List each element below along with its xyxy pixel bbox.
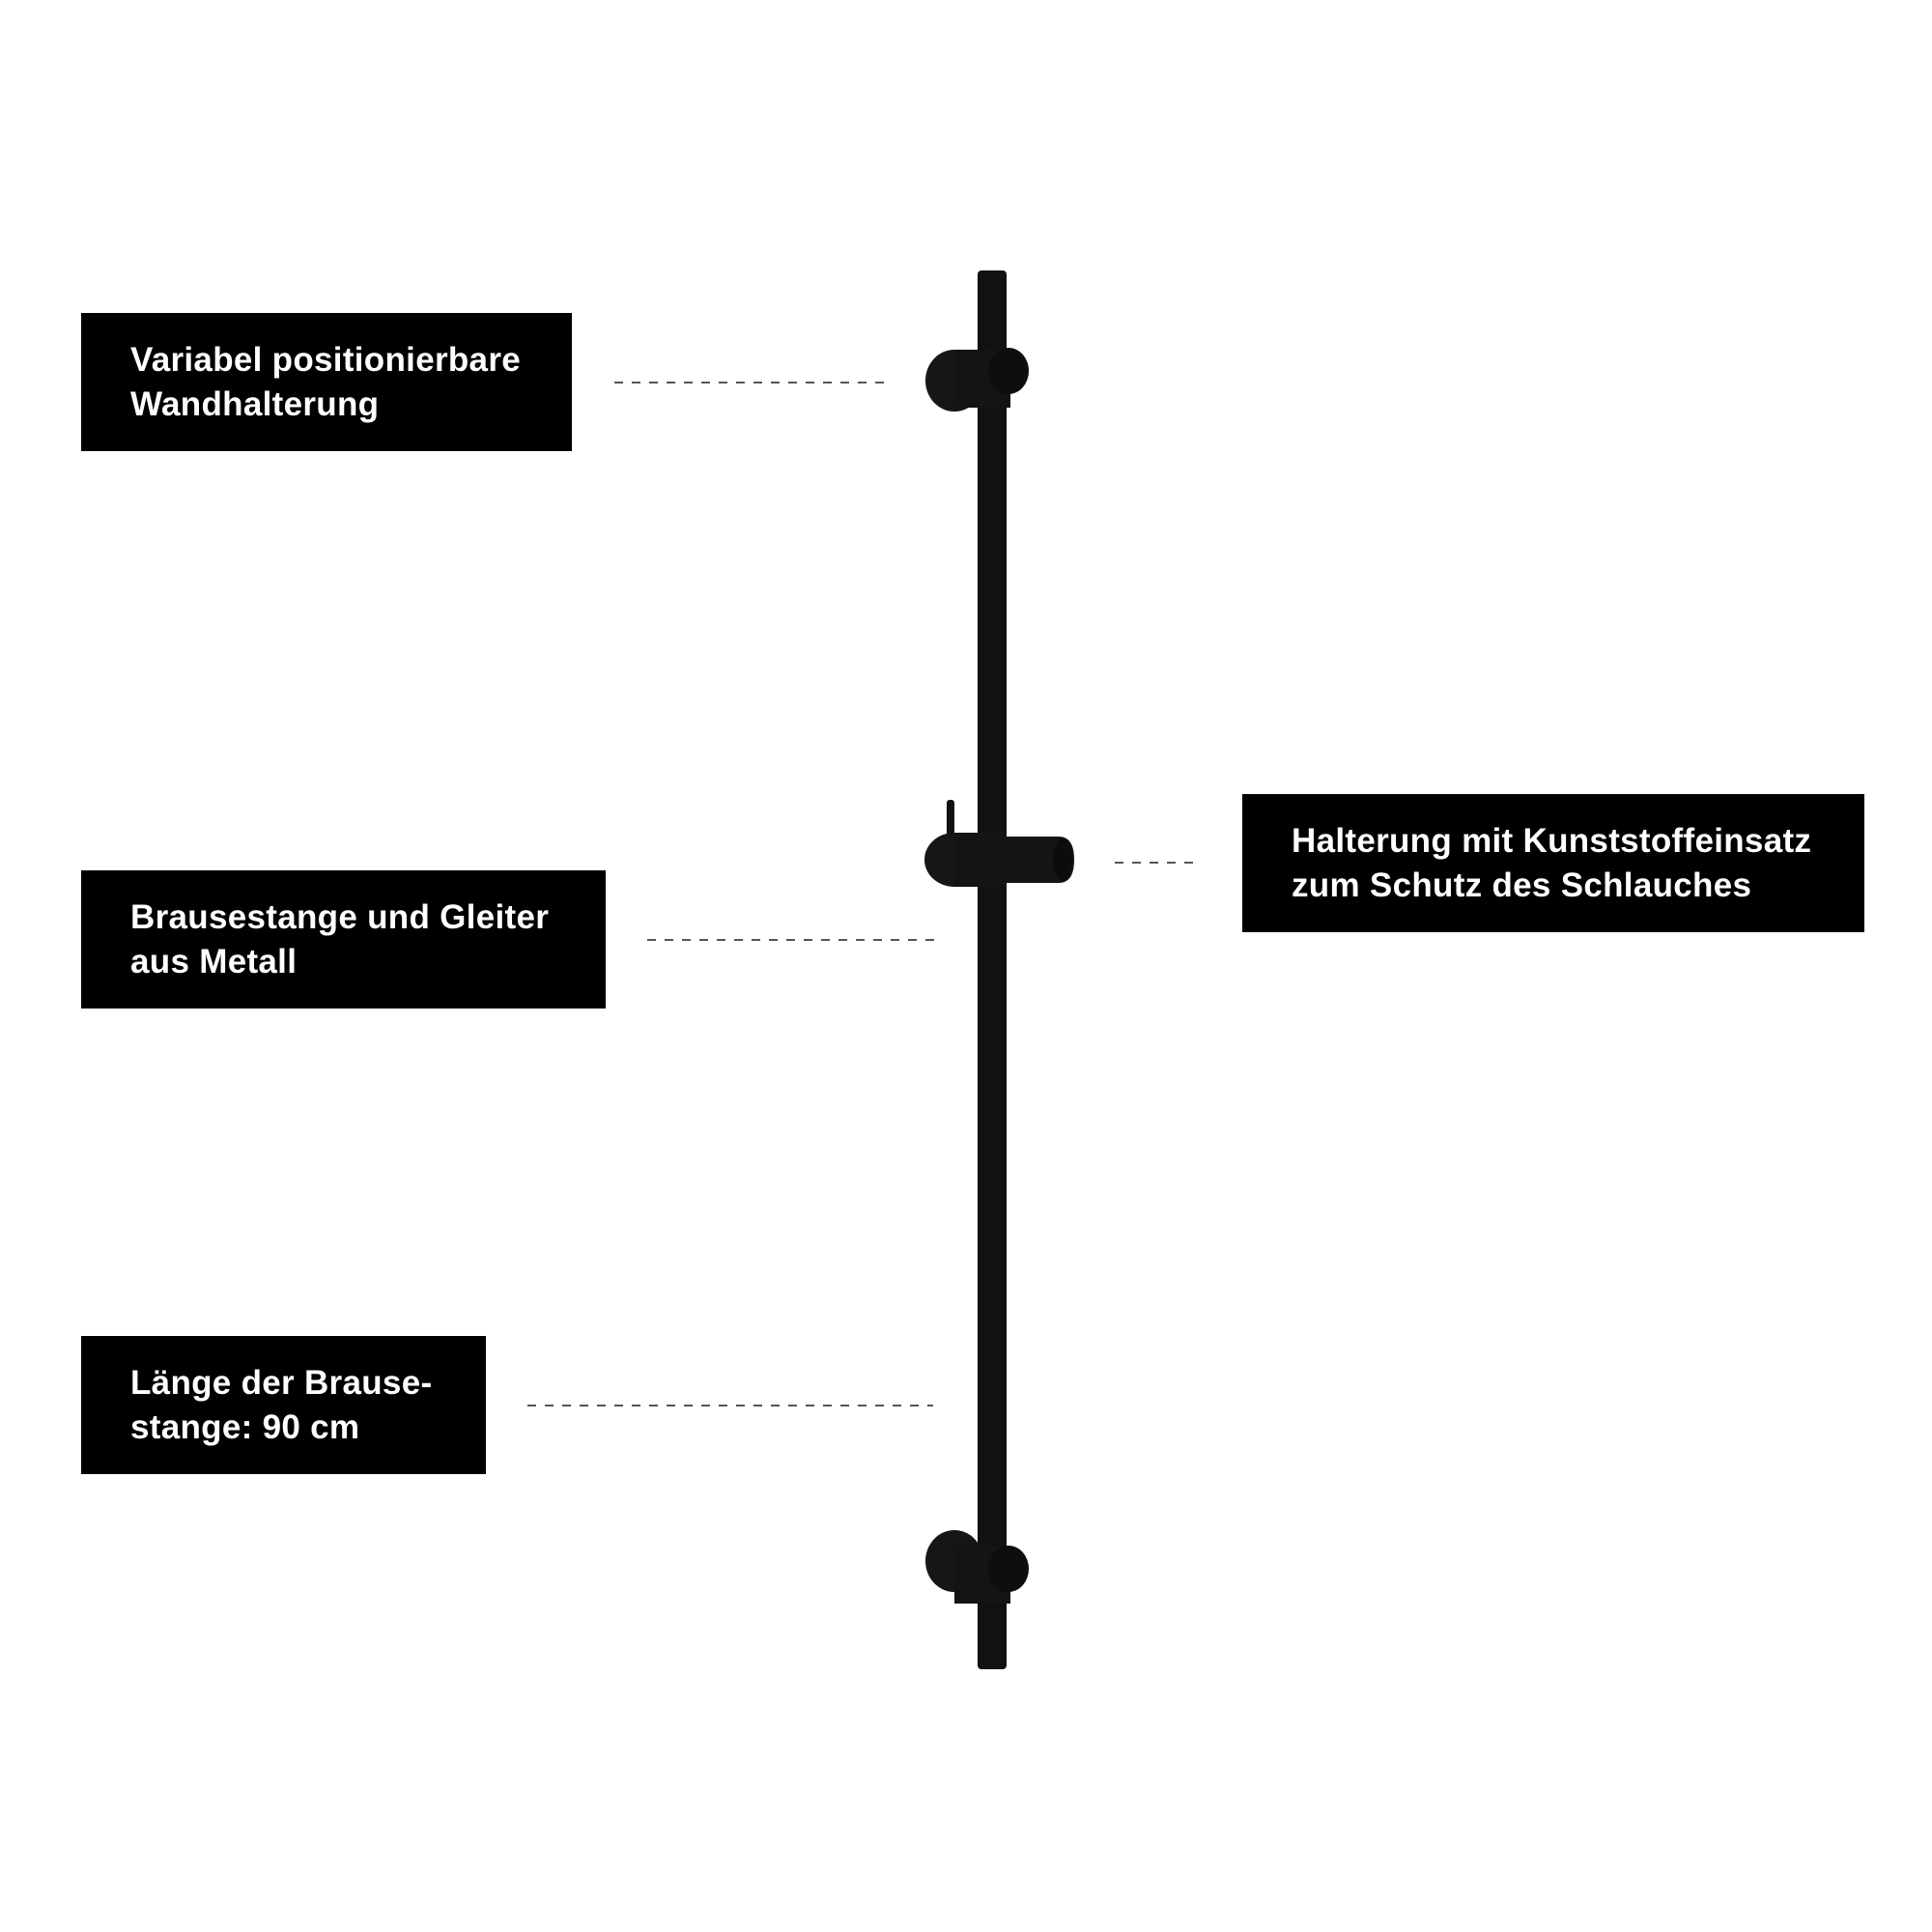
bottom-wall-bracket (925, 1530, 1029, 1604)
label-wall-mount-line2: Wandhalterung (130, 384, 380, 423)
label-length-line1: Länge der Brause- (130, 1363, 433, 1402)
label-holder-insert-line1: Halterung mit Kunststoffeinsatz (1292, 821, 1812, 860)
label-rod-material-line1: Brausestange und Gleiter (130, 897, 550, 936)
label-holder-insert (1242, 794, 1864, 932)
label-rod-material (81, 870, 606, 1009)
label-rod-material-line2: aus Metall (130, 942, 298, 980)
label-length-line2: stange: 90 cm (130, 1407, 360, 1446)
label-wall-mount-line1: Variabel positionierbare (130, 340, 522, 379)
label-holder-insert-line2: zum Schutz des Schlauches (1292, 866, 1752, 904)
shower-rod (978, 270, 1007, 1669)
top-wall-bracket (925, 348, 1029, 412)
label-length (81, 1336, 486, 1474)
label-wall-mount (81, 313, 572, 451)
